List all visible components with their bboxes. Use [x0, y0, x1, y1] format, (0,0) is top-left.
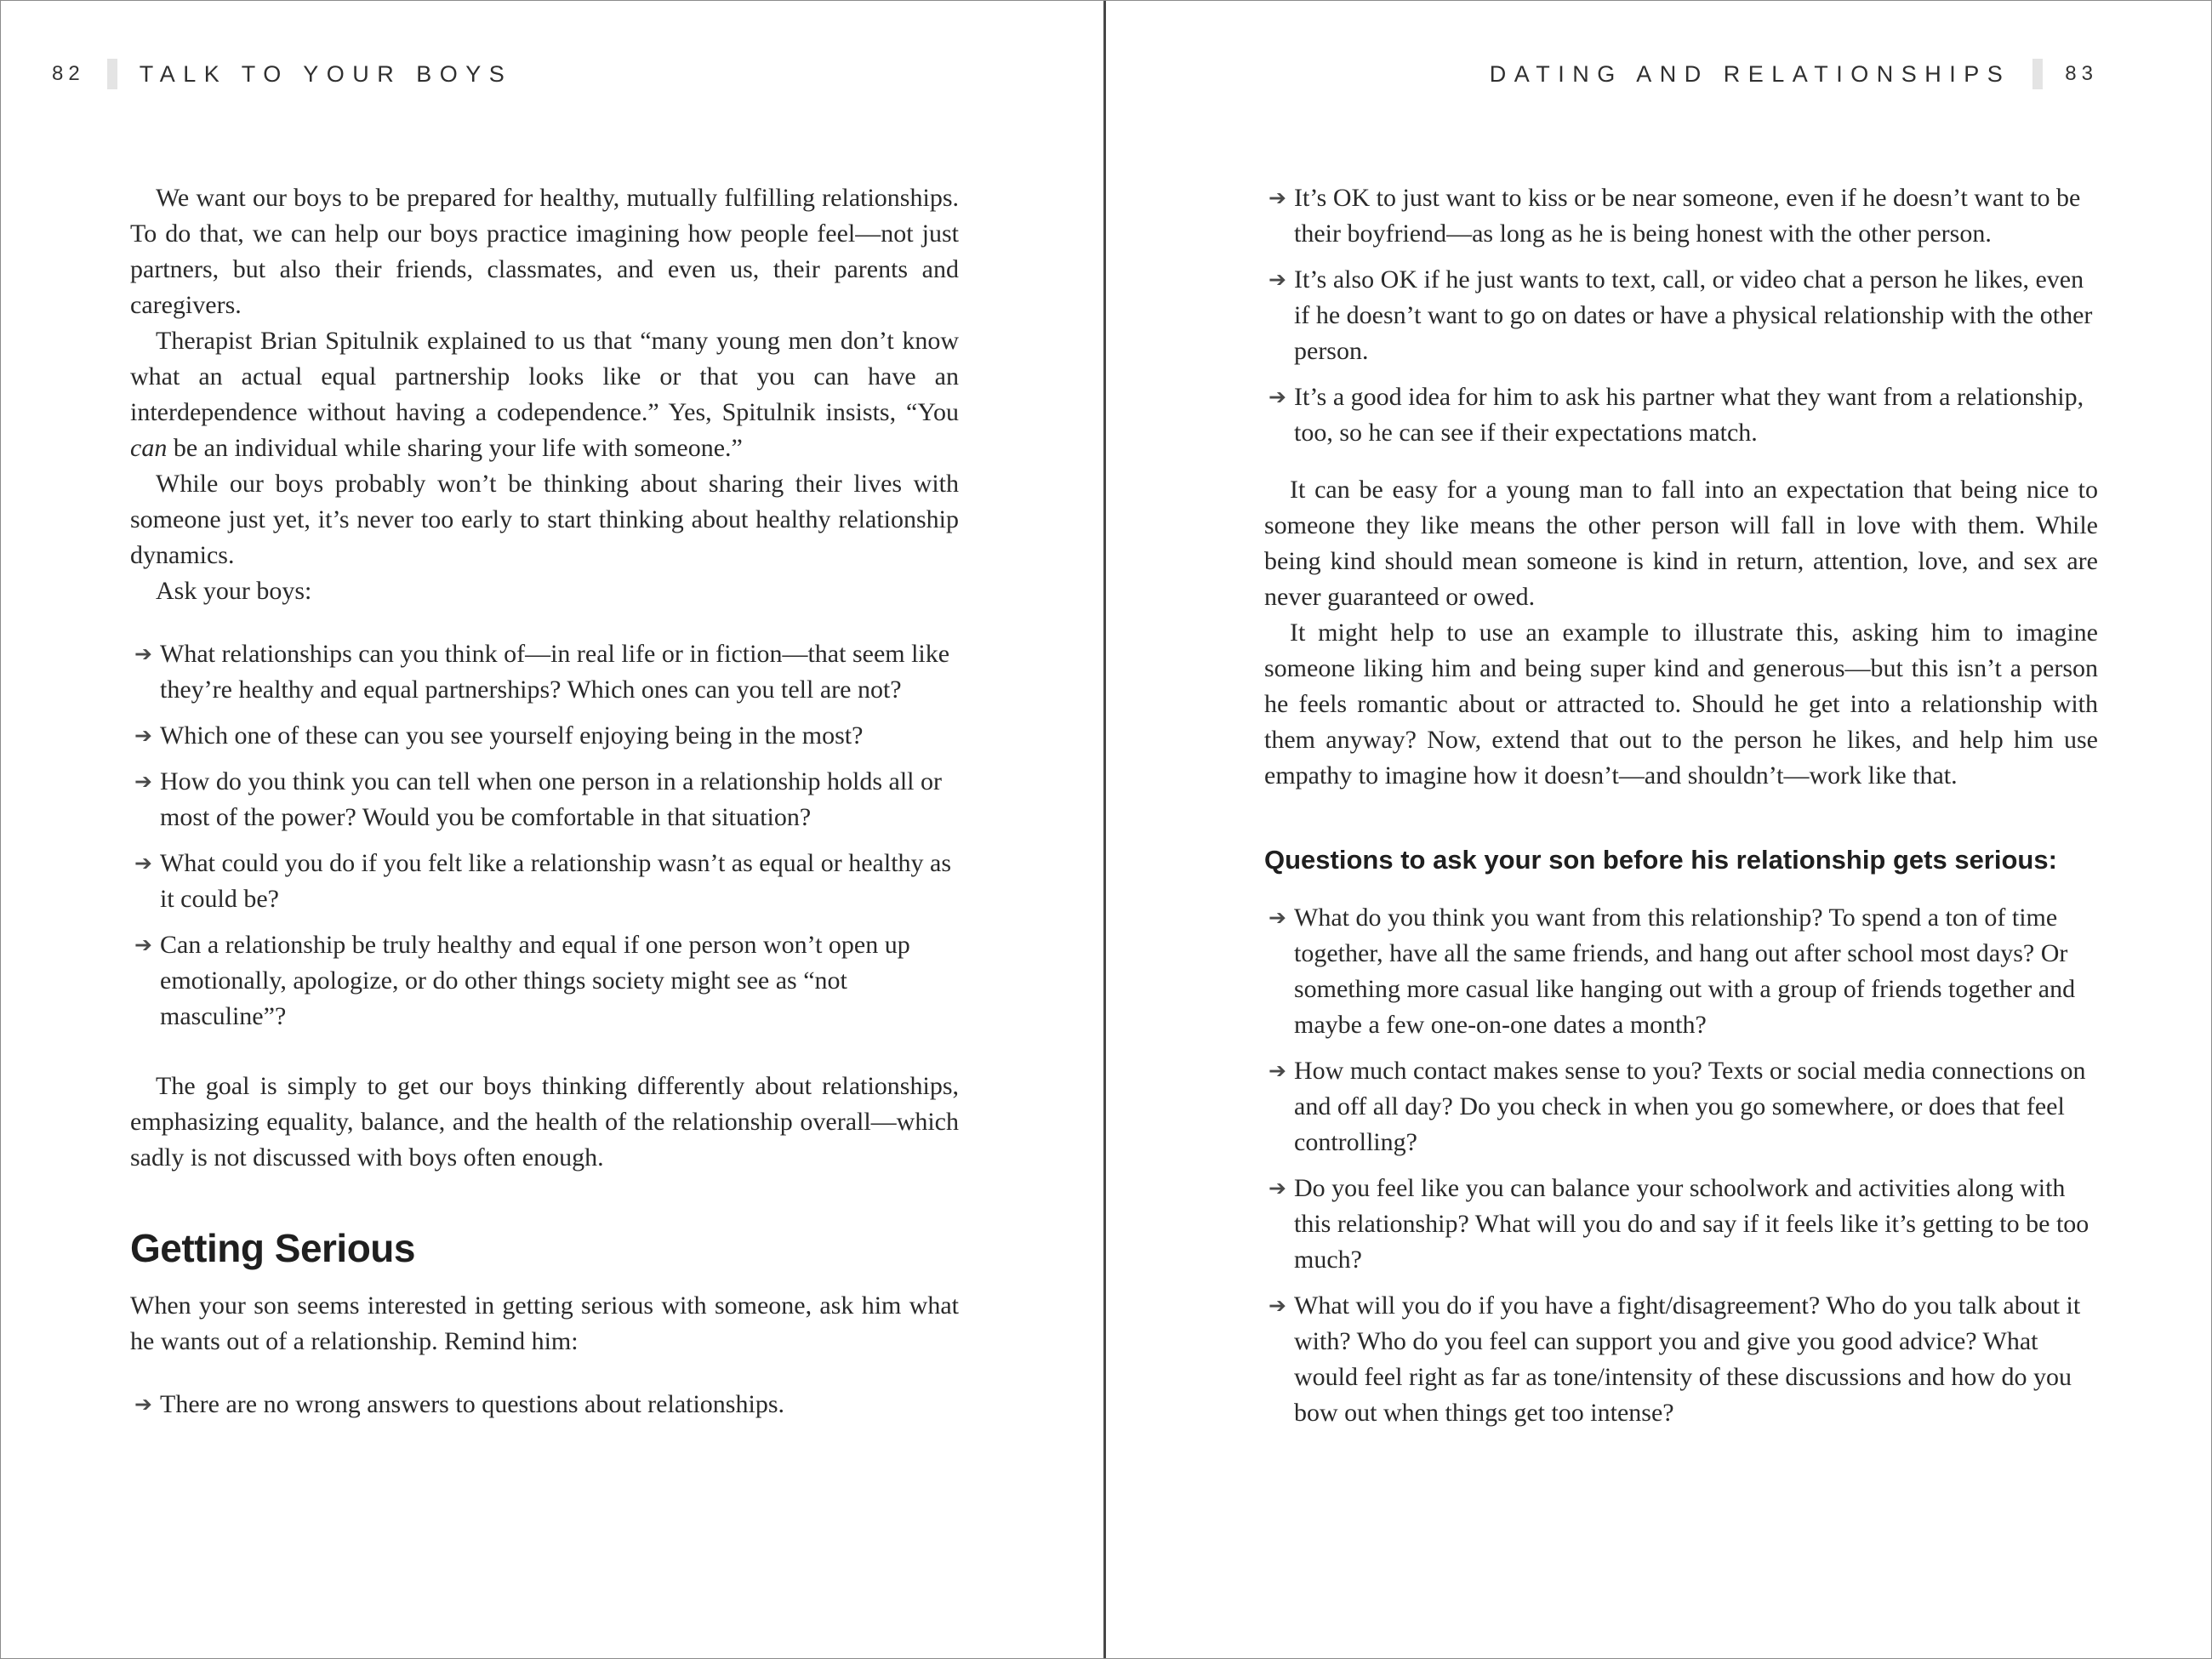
- page-number-right: 83: [2065, 62, 2098, 85]
- paragraph-prepared: We want our boys to be prepared for healthy, mutually fulfilling relationships. To do that, we can help our boys practice imagining how people feel—not just partners, but also their friends, classmates, and even us, their parents and caregivers.: [130, 184, 959, 319]
- arrow-bullet-icon: ➔: [1268, 385, 1286, 409]
- getting-serious-list: [130, 1387, 959, 1422]
- page-header-right: [1264, 57, 2098, 91]
- arrow-bullet-icon: ➔: [1268, 1058, 1286, 1083]
- section-heading-getting-serious: Getting Serious: [130, 1226, 415, 1270]
- left-text-column: [130, 180, 959, 1422]
- list-item: [130, 927, 959, 1035]
- bullet-text: It’s a good idea for him to ask his partner what they want from a relationship, too, so he can see if their expectations match.: [1294, 383, 2084, 447]
- italic-word-can: can: [130, 434, 168, 462]
- bullet-text: What do you think you want from this relationship? To spend a ton of time together, have all the same friends, and hang out after school most days? Or something more casual like hanging out with a group of friends together and maybe a few one-on-one dates a month?: [1294, 904, 2076, 1039]
- arrow-bullet-icon: ➔: [134, 851, 152, 875]
- arrow-bullet-icon: ➔: [134, 723, 152, 748]
- page-header-left: [52, 57, 959, 91]
- list-item: [1264, 1053, 2098, 1160]
- arrow-bullet-icon: ➔: [134, 1392, 152, 1417]
- arrow-bullet-icon: ➔: [1268, 905, 1286, 930]
- list-item: [130, 764, 959, 835]
- paragraph-spitulnik-end: be an individual while sharing your life with someone.”: [167, 434, 743, 462]
- arrow-bullet-icon: ➔: [134, 641, 152, 666]
- arrow-bullet-icon: ➔: [1268, 1293, 1286, 1318]
- list-item: [1264, 1288, 2098, 1431]
- bullet-text: How do you think you can tell when one person in a relationship holds all or most of the power? Would you be comfortable in that situation?: [160, 767, 942, 831]
- header-divider-bar-right: [2032, 59, 2043, 89]
- serious-questions-list: [1264, 900, 2098, 1431]
- ask-your-boys-list: [130, 636, 959, 1035]
- bullet-text: It’s also OK if he just wants to text, call, or video chat a person he likes, even if he doesn’t want to go on dates or have a physical relationship with the other person.: [1294, 265, 2093, 365]
- list-item: [130, 636, 959, 708]
- running-title-left: TALK TO YOUR BOYS: [139, 60, 513, 87]
- list-item: [1264, 379, 2098, 451]
- page-83: [1106, 1, 2211, 1658]
- paragraph-expectation: It can be easy for a young man to fall into an expectation that being nice to someone they like means the other person will fall in love with them. While being kind should mean someone is kind in return, attention, love, and sex are never guaranteed or owed.: [1264, 476, 2098, 611]
- paragraph-section-intro: When your son seems interested in getting serious with someone, ask him what he wants out of a relationship. Remind him:: [130, 1291, 959, 1355]
- bullet-text: What will you do if you have a fight/disagreement? Who do you talk about it with? Who do you feel can support you and give you good advice? What would feel right as far as tone/intensity of these discussions and how do you bow out when things get too intense?: [1294, 1291, 2081, 1427]
- ask-your-boys-line: Ask your boys:: [156, 577, 312, 605]
- bullet-text: Do you feel like you can balance your schoolwork and activities along with this relationship? What will you do and say if it feels like it’s getting to be too much?: [1294, 1174, 2089, 1274]
- list-item: [1264, 1171, 2098, 1278]
- arrow-bullet-icon: ➔: [134, 932, 152, 957]
- paragraph-spitulnik: [130, 323, 959, 466]
- bullet-text: Which one of these can you see yourself enjoying being in the most?: [160, 721, 864, 750]
- bullet-text: Can a relationship be truly healthy and equal if one person won’t open up emotionally, apologize, or do other things society might see as “not masculine”?: [160, 931, 910, 1030]
- paragraph-goal: The goal is simply to get our boys thinking differently about relationships, emphasizing equality, balance, and the health of the relationship overall—which sadly is not discussed with boys often enough.: [130, 1072, 959, 1172]
- bullet-text: It’s OK to just want to kiss or be near someone, even if he doesn’t want to be their boyfriend—as long as he is being honest with the other person.: [1294, 184, 2081, 248]
- arrow-bullet-icon: ➔: [1268, 1176, 1286, 1200]
- arrow-bullet-icon: ➔: [1268, 267, 1286, 292]
- remind-him-list: [1264, 180, 2098, 451]
- paragraph-example: It might help to use an example to illustrate this, asking him to imagine someone liking him and being super kind and generous—but this isn’t a person he feels romantic about or attracted to. Should he get into a relationship with them anyway? Now, extend that out to the person he likes, and help him use empathy to imagine how it doesn’t—and shouldn’t—work like that.: [1264, 619, 2098, 790]
- list-item: [130, 846, 959, 917]
- arrow-bullet-icon: ➔: [1268, 185, 1286, 210]
- page-number-left: 82: [52, 62, 85, 85]
- list-item: [1264, 180, 2098, 252]
- page-82: [1, 1, 1106, 1658]
- paragraph-spitulnik-start: Therapist Brian Spitulnik explained to us that “many young men don’t know what an actual equal partnership looks like or that you can have an interdependence without having a codependence.” Yes, Spitulnik insists, “You: [130, 327, 959, 426]
- bullet-text: There are no wrong answers to questions about relationships.: [160, 1390, 784, 1418]
- paragraph-dynamics: While our boys probably won’t be thinking about sharing their lives with someone just yet, it’s never too early to start thinking about healthy relationship dynamics.: [130, 470, 959, 569]
- right-text-column: [1264, 180, 2098, 1431]
- bullet-text: How much contact makes sense to you? Texts or social media connections on and off all day? Do you check in when you go somewhere, or does that feel controlling?: [1294, 1057, 2086, 1156]
- list-item: [130, 718, 959, 754]
- list-item: [1264, 900, 2098, 1043]
- list-item: [130, 1387, 959, 1422]
- arrow-bullet-icon: ➔: [134, 769, 152, 794]
- bullet-text: What could you do if you felt like a relationship wasn’t as equal or healthy as it could be?: [160, 849, 952, 913]
- subheading-questions: Questions to ask your son before his relationship gets serious:: [1264, 845, 2057, 875]
- header-divider-bar-left: [107, 59, 117, 89]
- list-item: [1264, 262, 2098, 369]
- bullet-text: What relationships can you think of—in real life or in fiction—that seem like they’re healthy and equal partnerships? Which ones can you tell are not?: [160, 640, 950, 704]
- running-title-right: DATING AND RELATIONSHIPS: [1489, 60, 2011, 87]
